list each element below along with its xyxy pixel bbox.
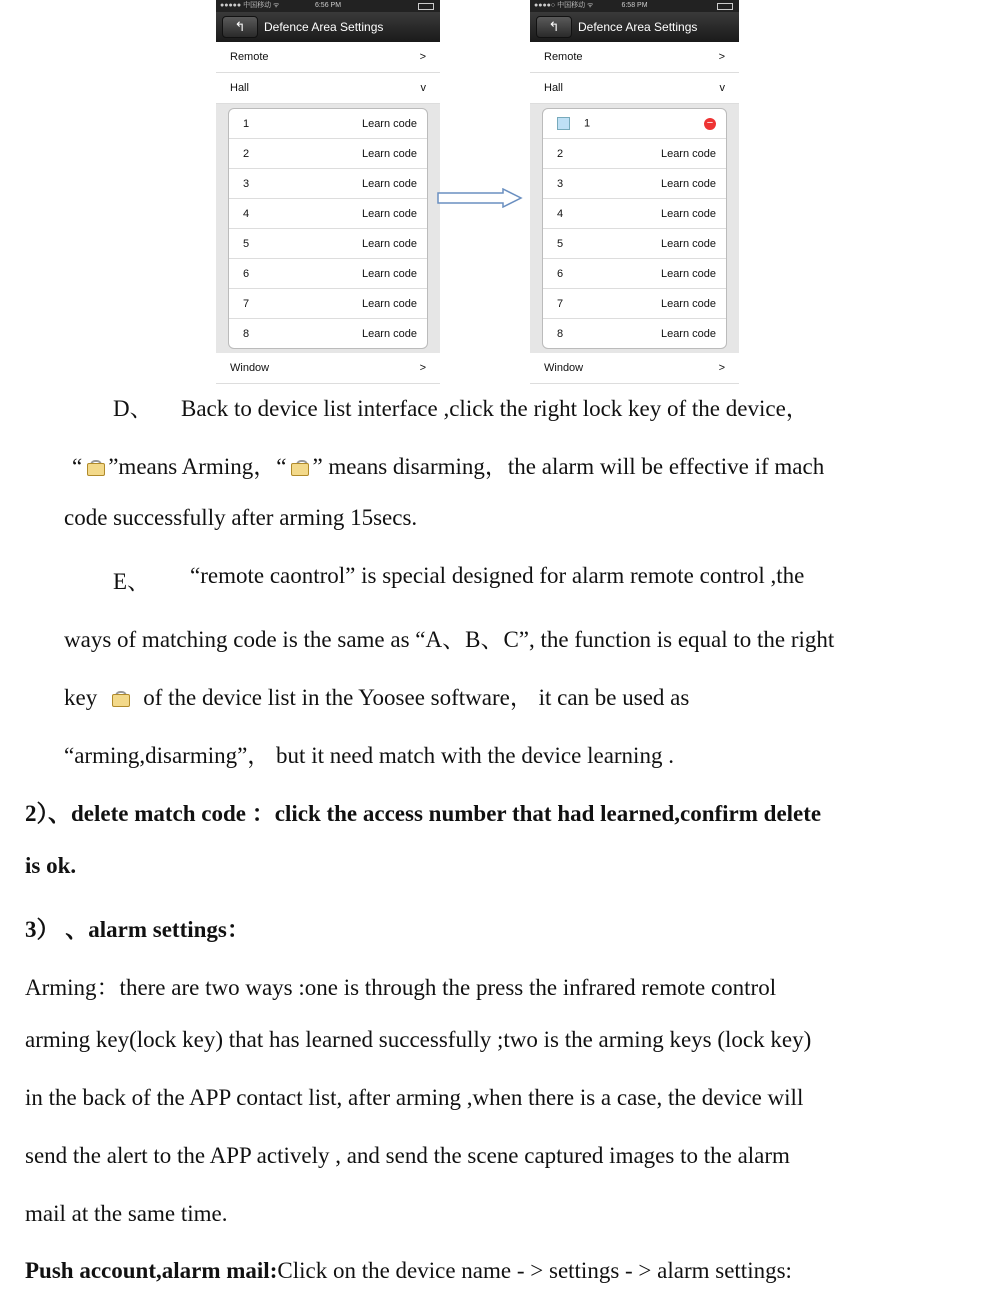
zone-list [228,108,428,349]
step-d-line1: Back to device list interface ,click the right lock key of the device， [181,396,809,421]
hall-label: Hall [544,82,563,94]
learn-code-button[interactable]: Learn code [660,147,716,160]
zone-number: 8 [557,327,564,340]
carrier-label: ●●●●● 中国移动 ᯤ [220,2,280,9]
zone-row[interactable] [229,169,427,199]
battery-icon [717,3,733,10]
chevron-right-icon: > [718,51,725,63]
right-phone-screenshot [530,0,739,384]
key-text: key [64,685,98,710]
arming-para-line3: in the back of the APP contact list, after arming ,when there is a case, the device will [25,1085,804,1110]
page-title: Defence Area Settings [578,20,698,34]
learn-code-button[interactable]: Learn code [361,147,417,160]
push-account-instructions: Click on the device name - > settings - > alarm settings: [277,1258,792,1283]
device-list-text: of the device list in the Yoosee software， it can be used as [143,685,690,710]
learn-code-button[interactable]: Learn code [660,177,716,190]
learn-code-button[interactable]: Learn code [660,267,716,280]
chevron-down-icon: v [719,82,725,94]
step-e-line4: “arming,disarming”， but it need match with the device learning . [64,743,674,768]
zone-number: 3 [243,177,250,190]
zone-row-learned[interactable] [543,109,726,139]
zone-group [216,104,440,353]
hall-row[interactable] [216,73,440,104]
zone-number: 4 [243,207,250,220]
learn-code-button[interactable]: Learn code [361,297,417,310]
carrier-label: ●●●●○ 中国移动 ᯤ [534,2,594,9]
section-3-heading: 3） 、alarm settings： [25,917,250,942]
zone-number: 8 [243,327,250,340]
window-label: Window [230,362,270,374]
chevron-right-icon: > [419,362,426,374]
back-arrow-icon: ↰ [234,19,246,34]
hall-row[interactable] [530,73,739,104]
remote-label: Remote [230,51,269,63]
page-title: Defence Area Settings [264,20,384,34]
remote-row[interactable] [530,42,739,73]
zone-row[interactable] [543,319,726,348]
zone-number: 1 [243,117,250,130]
zone-row[interactable] [229,259,427,289]
disarming-text: ” means disarming，the alarm will be effective if mach [312,454,825,479]
window-row[interactable] [530,353,739,384]
learn-code-button[interactable]: Learn code [361,267,417,280]
zone-number: 2 [243,147,250,160]
zone-row[interactable] [229,229,427,259]
arming-para-line5: mail at the same time. [25,1201,228,1226]
battery-icon [418,3,434,10]
hall-label: Hall [230,82,249,94]
lock-closed-icon [86,460,104,476]
arming-para-line1: Arming：there are two ways :one is through the press the infrared remote control [25,975,777,1000]
remote-label: Remote [544,51,583,63]
chevron-right-icon: > [718,362,725,374]
zone-row[interactable] [229,109,427,139]
arming-para-line2: arming key(lock key) that has learned successfully ;two is the arming keys (lock key) [25,1027,812,1052]
chevron-down-icon: v [420,82,426,94]
step-e-line2: ways of matching code is the same as “A、B、C”, the function is equal to the right [64,627,835,652]
arming-text: ”means Arming，“ [108,454,287,479]
zone-number: 7 [557,297,564,310]
learn-code-button[interactable]: Learn code [361,177,417,190]
lock-closed-icon [111,691,129,707]
remote-row[interactable] [216,42,440,73]
zone-row[interactable] [543,169,726,199]
step-d-marker: D、 [113,396,153,421]
checkbox-icon[interactable] [557,117,570,130]
zone-row[interactable] [229,199,427,229]
zone-row[interactable] [229,139,427,169]
learn-code-button[interactable]: Learn code [660,327,716,340]
back-arrow-icon: ↰ [548,19,560,34]
zone-row[interactable] [543,289,726,319]
left-phone-screenshot [216,0,440,384]
zone-number: 2 [557,147,564,160]
zone-row[interactable] [543,199,726,229]
zone-number: 6 [557,267,564,280]
transition-arrow-icon [437,188,523,208]
learn-code-button[interactable]: Learn code [361,327,417,340]
zone-number: 1 [584,117,591,130]
status-bar [216,0,440,12]
zone-number: 5 [557,237,564,250]
zone-number: 3 [557,177,564,190]
learn-code-button[interactable]: Learn code [660,237,716,250]
step-e-marker: E、 [113,569,151,594]
arming-para-line4: send the alert to the APP actively , and send the scene captured images to the alarm [25,1143,790,1168]
zone-row[interactable] [543,139,726,169]
window-label: Window [544,362,584,374]
push-account-label: Push account,alarm mail: [25,1258,278,1283]
zone-number: 5 [243,237,250,250]
learn-code-button[interactable]: Learn code [361,237,417,250]
zone-row[interactable] [543,229,726,259]
delete-icon[interactable]: − [704,118,716,130]
zone-number: 6 [243,267,250,280]
back-button[interactable] [536,16,572,38]
section-2-line1: 2）、delete match code ：click the access number that had learned,confirm delete [25,801,822,826]
back-button[interactable] [222,16,258,38]
learn-code-button[interactable]: Learn code [361,207,417,220]
chevron-right-icon: > [419,51,426,63]
nav-bar [216,12,440,42]
zone-group [530,104,739,353]
status-bar [530,0,739,12]
step-e-line3 [64,679,689,712]
nav-bar [530,12,739,42]
quote-open: “ [72,454,83,479]
status-time: 6:58 PM [621,2,648,9]
zone-list [542,108,727,349]
step-d-line2 [72,448,824,481]
window-row[interactable] [216,353,440,384]
zone-row[interactable] [229,289,427,319]
push-account-line [25,1258,792,1284]
step-e-line1: “remote caontrol” is special designed for alarm remote control ,the [190,563,805,588]
lock-open-icon [290,460,308,476]
learn-code-button[interactable]: Learn code [660,207,716,220]
zone-number: 7 [243,297,250,310]
zone-row[interactable] [229,319,427,348]
zone-number: 4 [557,207,564,220]
zone-row[interactable] [543,259,726,289]
learn-code-button[interactable]: Learn code [660,297,716,310]
section-2-line2: is ok. [25,853,77,878]
step-d-line3: code successfully after arming 15secs. [64,505,418,530]
learn-code-button[interactable]: Learn code [361,117,417,130]
status-time: 6:56 PM [314,2,342,9]
